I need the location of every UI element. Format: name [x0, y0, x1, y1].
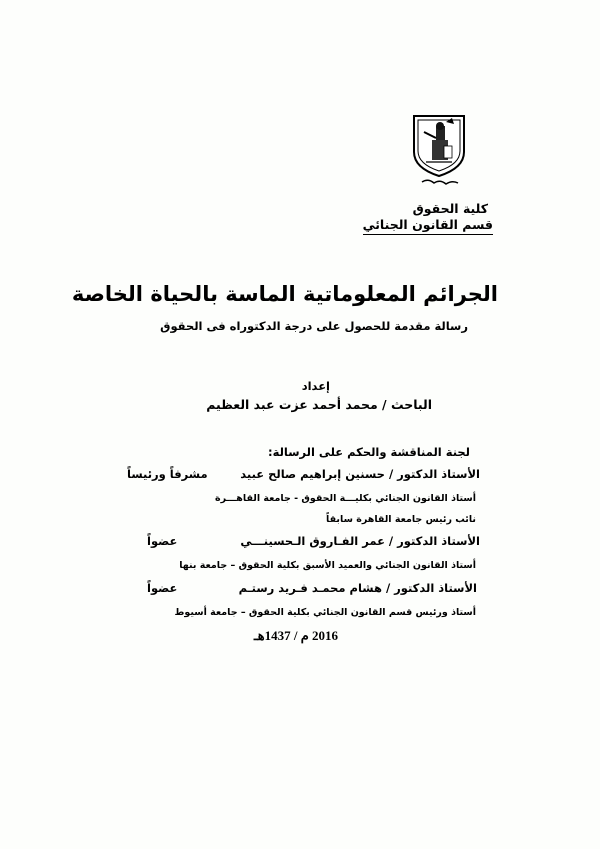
committee-member-note: أستاذ ورئيس قسم القانون الجنائي بكلية الحقوق – جامعة أسيوط — [174, 607, 476, 618]
committee-member-note: أستاذ القانون الجنائي والعميد الأسبق بكلية الحقوق – جامعة بنها — [179, 560, 476, 571]
committee-member-role: مشرفاً ورئيساً — [127, 467, 208, 481]
researcher-name: الباحث / محمد أحمد عزت عبد العظيم — [206, 397, 432, 412]
committee-member-name: الأستاذ الدكتور / هشام محمـد فـريد رستـم — [238, 581, 477, 595]
committee-member-role: عضواً — [147, 534, 178, 548]
committee-member-name: الأستاذ الدكتور / عمر الفـاروق الـحسينـــي — [240, 534, 480, 548]
committee-member-name: الأستاذ الدكتور / حسنين إبراهيم صالح عبيد — [240, 467, 480, 481]
department-name: قسم القانون الجنائي — [363, 217, 493, 235]
committee-heading: لجنة المناقشة والحكم على الرسالة: — [268, 445, 470, 459]
thesis-title: الجرائم المعلوماتية الماسة بالحياة الخاصة — [71, 282, 498, 306]
committee-member-role: عضواً — [147, 581, 178, 595]
committee-member-note: نائب رئيس جامعة القاهرة سابقاً — [326, 514, 476, 525]
faculty-name: كلية الحقوق — [412, 201, 488, 216]
thesis-subtitle: رسالة مقدمة للحصول على درجة الدكتوراه فى الحقوق — [160, 319, 468, 333]
university-logo — [408, 112, 470, 190]
cairo-university-emblem-icon — [408, 112, 470, 190]
committee-member-note: أستاذ القانون الجنائي بكليـــة الحقوق - جامعة القاهـــرة — [215, 493, 476, 504]
prepared-by-label: إعداد — [301, 379, 330, 393]
submission-date: 2016 م / 1437هـ — [253, 628, 338, 643]
